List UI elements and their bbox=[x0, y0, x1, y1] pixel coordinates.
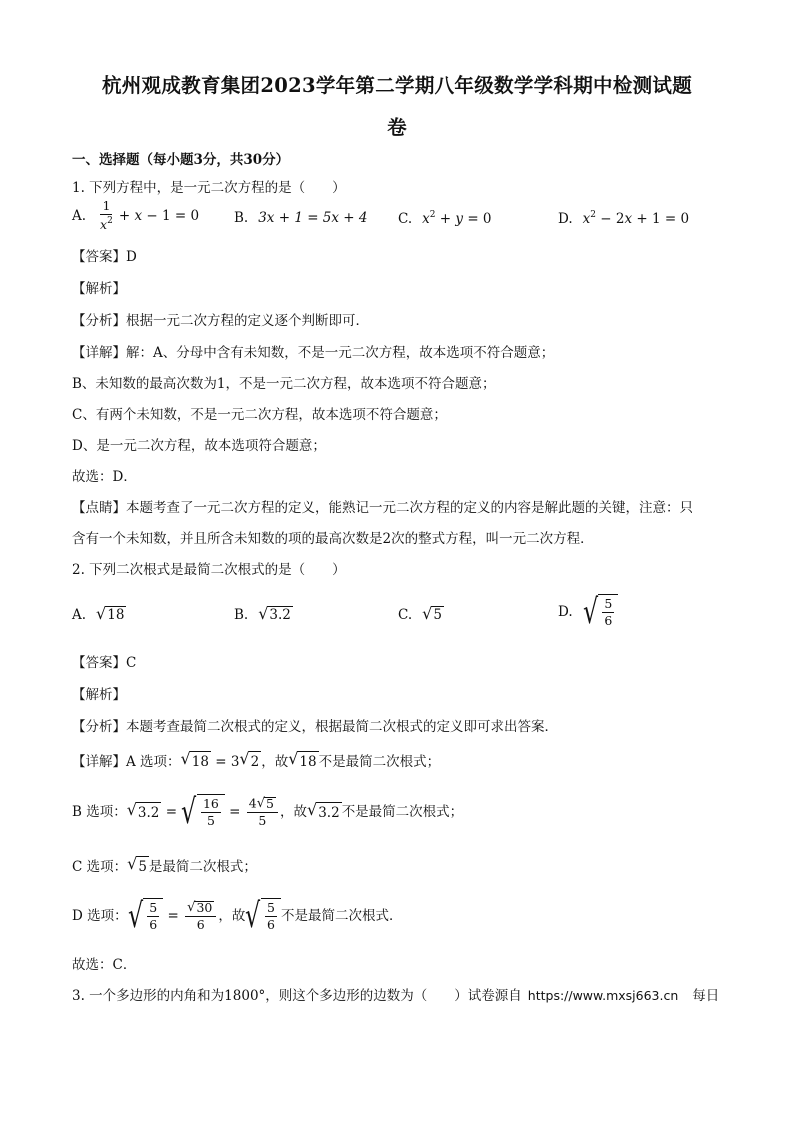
q1-conclusion: 故选：D． bbox=[72, 469, 137, 485]
q2-detail-c: C 选项： √ 5 是最简二次根式； bbox=[72, 854, 257, 875]
q1-detail-b: B、未知数的最高次数为1，不是一元二次方程，故本选项不符合题意； bbox=[72, 376, 496, 392]
q1-option-b bbox=[234, 210, 367, 226]
q2-detail-b-suffix: 不是最简二次根式； bbox=[341, 804, 464, 820]
q2-stem: 2. 下列二次根式是最简二次根式的是（ ） bbox=[72, 562, 346, 578]
q2-detail-c-suffix: 是最简二次根式； bbox=[148, 858, 257, 875]
q2-option-a: A. √ 18 bbox=[72, 604, 125, 623]
q1-option-b-label: B. bbox=[234, 210, 249, 226]
q1-option-b-expr: 3x + 1 = 5x + 4 bbox=[258, 210, 368, 226]
q2-detail-d-mid: ，故 bbox=[218, 908, 246, 924]
q2-option-b-label: B. bbox=[234, 606, 249, 623]
q2-detail-b: B 选项： √ 3.2 = √ $\frac{16}{5}$ = 4 √ 5 5 ，故 √ 3.2 不是最简二次根式； bbox=[72, 792, 464, 832]
q3-line bbox=[72, 986, 719, 1006]
q1-option-d-expr: $x^2 - 2x + 1 = 0$ bbox=[582, 210, 690, 227]
q1-analysis-tag: 【解析】 bbox=[72, 281, 126, 297]
q2-conclusion: 故选：C． bbox=[72, 957, 137, 973]
q1-option-c bbox=[398, 210, 492, 227]
q2-option-c: C. √ 5 bbox=[398, 604, 442, 623]
q1-detail-c: C、有两个未知数，不是一元二次方程，故本选项不符合题意； bbox=[72, 407, 447, 423]
document-title-continued: 卷 bbox=[387, 116, 407, 139]
q2-option-d-label: D. bbox=[558, 604, 573, 620]
q1-remark-line1: 【点睛】本题考查了一元二次方程的定义，能熟记一元二次方程的定义的内容是解此题的关键，注意：只 bbox=[72, 500, 693, 516]
q1-option-d bbox=[558, 210, 689, 227]
section-heading: 一、选择题（每小题3分，共30分） bbox=[72, 152, 290, 168]
q1-stem: 1. 下列方程中，是一元二次方程的是（ ） bbox=[72, 180, 346, 196]
q1-option-c-label: C. bbox=[398, 210, 413, 227]
q2-option-a-radicand: 18 bbox=[107, 607, 125, 623]
q3-stem: 3. 一个多边形的内角和为1800°，则这个多边形的边数为（ ）试卷源自 bbox=[72, 988, 522, 1004]
q2-detail-a: 【详解】A 选项： √ 18 = 3 √ 2 ，故 √ 18 不是最简二次根式； bbox=[72, 749, 441, 770]
q2-detail-d-prefix: D 选项： bbox=[72, 908, 128, 924]
q2-option-b: B. √ 3.2 bbox=[234, 604, 291, 623]
q2-analysis: 【分析】本题考查最简二次根式的定义，根据最简二次根式的定义即可求出答案． bbox=[72, 719, 558, 735]
q2-answer: 【答案】C bbox=[72, 655, 137, 671]
q1-option-a-label: A. bbox=[72, 207, 87, 224]
document-title: 杭州观成教育集团2023学年第二学期八年级数学学科期中检测试题 bbox=[101, 74, 693, 97]
q1-option-d-label: D. bbox=[558, 210, 573, 227]
q2-option-d-expr: √ $\frac{5}{6}$ bbox=[583, 594, 619, 630]
q1-analysis: 【分析】根据一元二次方程的定义逐个判断即可． bbox=[72, 313, 369, 329]
q2-detail-a-mid: ，故 bbox=[261, 753, 289, 770]
q2-option-a-label: A. bbox=[72, 606, 87, 623]
q2-analysis-tag: 【解析】 bbox=[72, 687, 126, 703]
source-url: https://www.mxsj663.cn bbox=[527, 988, 679, 1003]
q2-detail-b-prefix: B 选项： bbox=[72, 804, 127, 820]
q2-detail-b-mid: ，故 bbox=[280, 804, 307, 820]
q1-option-a bbox=[72, 200, 199, 231]
q2-detail-c-prefix: C 选项： bbox=[72, 858, 128, 875]
q2-detail-a-prefix: 【详解】A 选项： bbox=[72, 753, 181, 770]
q2-option-c-radicand: 5 bbox=[433, 607, 442, 623]
q2-option-d bbox=[558, 594, 618, 630]
q1-detail-a: 【详解】解：A、分母中含有未知数，不是一元二次方程，故本选项不符合题意； bbox=[72, 345, 555, 361]
trailing-text: 每日 bbox=[692, 988, 720, 1004]
q1-option-c-expr: $x^2 + y = 0$ bbox=[422, 210, 492, 227]
q1-answer: 【答案】D bbox=[72, 249, 137, 265]
q1-detail-d: D、是一元二次方程，故本选项符合题意； bbox=[72, 438, 326, 454]
q2-detail-d: D 选项： √ $\frac{5}{6}$ = √ 30 6 ，故 √ $\frac{5}{6}$ 不是最简二次根式． bbox=[72, 896, 403, 936]
q2-option-c-label: C. bbox=[398, 606, 413, 623]
q2-option-b-radicand: 3.2 bbox=[269, 607, 291, 623]
q2-detail-a-suffix: 不是最简二次根式； bbox=[318, 753, 441, 770]
q1-remark-line2: 含有一个未知数，并且所含未知数的项的最高次数是2次的整式方程，叫一元二次方程． bbox=[72, 531, 594, 547]
q2-detail-d-suffix: 不是最简二次根式． bbox=[280, 908, 403, 924]
q1-option-a-expr: $\frac{1}{x^2}$ + x − 1 = 0 bbox=[100, 198, 200, 232]
